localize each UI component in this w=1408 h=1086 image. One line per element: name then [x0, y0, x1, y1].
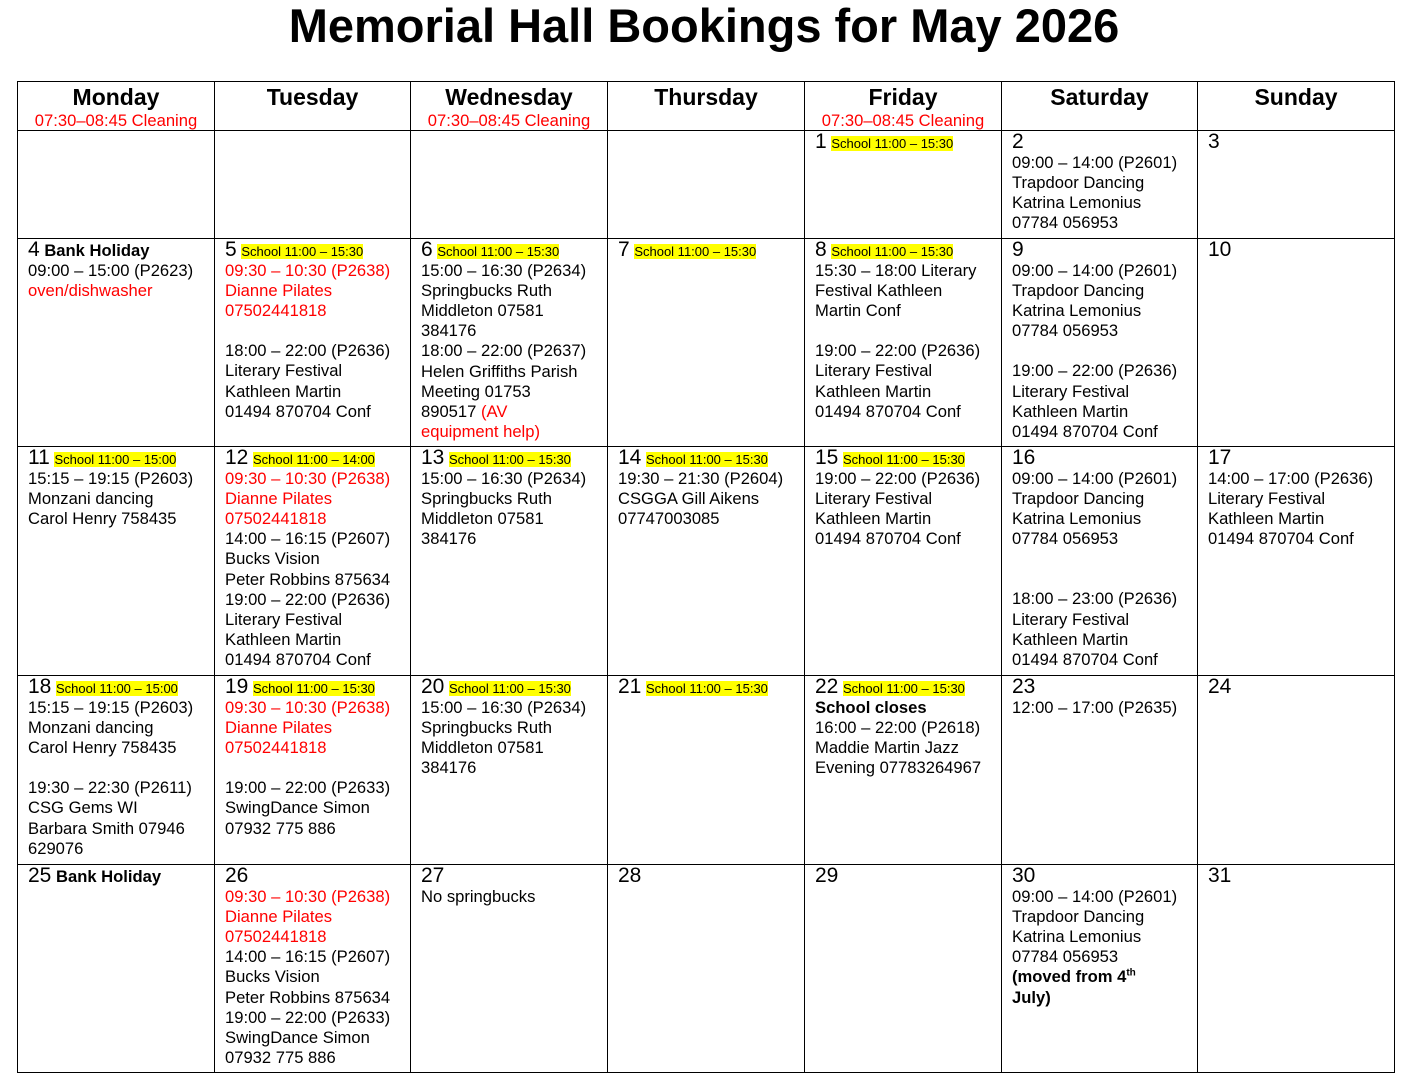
day-cell-5: 5 School 11:00 – 15:30 09:30 – 10:30 (P2638) Dianne Pilates 07502441818 18:00 – 22:00 (P2636) Literary Festival Kathleen Martin 01494 870704 Conf — [215, 239, 411, 447]
header-sunday: Sunday — [1198, 82, 1395, 131]
school-hours: School 11:00 – 15:30 — [241, 244, 364, 259]
day-cell-14: 14 School 11:00 – 15:30 19:30 – 21:30 (P2604) CSGGA Gill Aikens 07747003085 — [608, 447, 805, 676]
day-cell-22: 22 School 11:00 – 15:30 School closes 16:00 – 22:00 (P2618) Maddie Martin Jazz Evening 07783264967 — [805, 676, 1002, 865]
day-cell-empty — [608, 131, 805, 239]
day-number: 20 — [421, 675, 445, 698]
day-number: 9 — [1012, 238, 1024, 261]
day-number: 3 — [1208, 130, 1220, 153]
header-friday: Friday 07:30–08:45 Cleaning — [805, 82, 1002, 131]
cleaning-note: 07:30–08:45 Cleaning — [34, 111, 198, 130]
day-cell-19: 19 School 11:00 – 15:30 09:30 – 10:30 (P2638) Dianne Pilates 07502441818 19:00 – 22:00 (P2633) SwingDance Simon 07932 775 886 — [215, 676, 411, 865]
day-number: 8 — [815, 238, 827, 261]
school-hours: School 11:00 – 15:30 — [831, 244, 954, 259]
day-cell-7 — [608, 239, 805, 447]
header-saturday: Saturday — [1002, 82, 1198, 131]
day-number: 18 — [28, 675, 52, 698]
day-cell-17: 17 14:00 – 17:00 (P2636) Literary Festival Kathleen Martin 01494 870704 Conf — [1198, 447, 1395, 676]
day-number: 25 — [28, 864, 52, 887]
day-cell-12: 12 School 11:00 – 14:00 09:30 – 10:30 (P2638) Dianne Pilates 07502441818 14:00 – 16:15 (P2607) Bucks Vision Peter Robbins 875634 19:00 – 22:00 (P2636) Literary Festival Kathleen Martin 01494 870704 Conf — [215, 447, 411, 676]
day-cell-16: 16 09:00 – 14:00 (P2601) Trapdoor Dancing Katrina Lemonius 07784 056953 18:00 – 23:00 (P2636) Literary Festival Kathleen Martin 01494 870704 Conf — [1002, 447, 1198, 676]
school-hours: School 11:00 – 15:30 — [842, 681, 965, 696]
day-number: 1 — [815, 130, 827, 153]
day-cell-4: 4 Bank Holiday 09:00 – 15:00 (P2623) oven/dishwasher — [18, 239, 215, 447]
day-number: 24 — [1208, 675, 1232, 698]
day-cell-empty — [411, 131, 608, 239]
day-number: 6 — [421, 238, 433, 261]
day-cell-2: 2 09:00 – 14:00 (P2601) Trapdoor Dancing Katrina Lemonius 07784 056953 — [1002, 131, 1198, 239]
week-row-4 — [18, 676, 1395, 865]
day-number: 21 — [618, 675, 642, 698]
school-hours: School 11:00 – 15:30 — [634, 244, 757, 259]
day-cell-1 — [805, 131, 1002, 239]
bank-holiday-label: Bank Holiday — [44, 241, 150, 260]
day-number: 10 — [1208, 238, 1232, 261]
school-hours: School 11:00 – 15:30 — [645, 681, 768, 696]
week-row-2 — [18, 239, 1395, 447]
day-number: 14 — [618, 446, 642, 469]
day-number: 13 — [421, 446, 445, 469]
week-row-3 — [18, 447, 1395, 676]
school-hours: School 11:00 – 15:00 — [55, 681, 178, 696]
day-number: 12 — [225, 446, 249, 469]
header-monday: Monday 07:30–08:45 Cleaning — [18, 82, 215, 131]
day-cell-empty — [18, 131, 215, 239]
school-hours: School 11:00 – 15:30 — [842, 452, 965, 467]
page-title: Memorial Hall Bookings for May 2026 — [288, 0, 1120, 52]
day-number: 15 — [815, 446, 839, 469]
day-cell-15: 15 School 11:00 – 15:30 19:00 – 22:00 (P2636) Literary Festival Kathleen Martin 01494 870704 Conf — [805, 447, 1002, 676]
school-hours: School 11:00 – 15:30 — [645, 452, 768, 467]
day-number: 22 — [815, 675, 839, 698]
day-cell-18: 18 School 11:00 – 15:00 15:15 – 19:15 (P2603) Monzani dancing Carol Henry 758435 19:30 – 22:30 (P2611) CSG Gems WI Barbara Smith 07946 629076 — [18, 676, 215, 865]
day-cell-30: 30 09:00 – 14:00 (P2601) Trapdoor Dancing Katrina Lemonius 07784 056953 (moved from 4th July) — [1002, 865, 1198, 1073]
day-number: 29 — [815, 864, 839, 887]
day-cell-empty — [215, 131, 411, 239]
day-cell-24 — [1198, 676, 1395, 865]
day-number: 31 — [1208, 864, 1232, 887]
day-number: 2 — [1012, 130, 1024, 153]
school-hours: School 11:00 – 15:30 — [448, 681, 571, 696]
day-number: 26 — [225, 864, 249, 887]
day-number: 4 — [28, 238, 40, 261]
week-row-5 — [18, 865, 1395, 1073]
day-number: 11 — [28, 446, 50, 469]
day-cell-11: 11 School 11:00 – 15:00 15:15 – 19:15 (P2603) Monzani dancing Carol Henry 758435 — [18, 447, 215, 676]
school-hours: School 11:00 – 14:00 — [252, 452, 375, 467]
day-cell-27: 27 No springbucks — [411, 865, 608, 1073]
day-cell-6: 6 School 11:00 – 15:30 15:00 – 16:30 (P2634) Springbucks Ruth Middleton 07581 384176 18:00 – 22:00 (P2637) Helen Griffiths Parish Meeting 01753 890517 (AV equipment help) — [411, 239, 608, 447]
day-cell-31 — [1198, 865, 1395, 1073]
school-hours: School 11:00 – 15:30 — [448, 452, 571, 467]
cleaning-note: 07:30–08:45 Cleaning — [821, 111, 985, 130]
school-hours: School 11:00 – 15:00 — [54, 452, 177, 467]
school-hours: School 11:00 – 15:30 — [831, 136, 954, 151]
day-cell-13: 13 School 11:00 – 15:30 15:00 – 16:30 (P2634) Springbucks Ruth Middleton 07581 384176 — [411, 447, 608, 676]
day-number: 16 — [1012, 446, 1036, 469]
day-number: 28 — [618, 864, 642, 887]
day-number: 19 — [225, 675, 249, 698]
day-cell-25 — [18, 865, 215, 1073]
day-cell-9: 9 09:00 – 14:00 (P2601) Trapdoor Dancing Katrina Lemonius 07784 056953 19:00 – 22:00 (P2636) Literary Festival Kathleen Martin 01494 870704 Conf — [1002, 239, 1198, 447]
day-cell-8: 8 School 11:00 – 15:30 15:30 – 18:00 Literary Festival Kathleen Martin Conf 19:00 – 22:00 (P2636) Literary Festival Kathleen Martin 01494 870704 Conf — [805, 239, 1002, 447]
day-cell-21 — [608, 676, 805, 865]
day-cell-10 — [1198, 239, 1395, 447]
day-cell-23: 23 12:00 – 17:00 (P2635) — [1002, 676, 1198, 865]
day-cell-28 — [608, 865, 805, 1073]
day-cell-20: 20 School 11:00 – 15:30 15:00 – 16:30 (P2634) Springbucks Ruth Middleton 07581 384176 — [411, 676, 608, 865]
school-hours: School 11:00 – 15:30 — [437, 244, 560, 259]
calendar-table — [17, 81, 1395, 1073]
day-number: 23 — [1012, 675, 1036, 698]
day-number: 27 — [421, 864, 445, 887]
header-row — [18, 82, 1395, 131]
day-cell-3 — [1198, 131, 1395, 239]
moved-note: (moved from 4th — [1012, 967, 1136, 987]
school-hours: School 11:00 – 15:30 — [252, 681, 375, 696]
day-cell-26: 26 09:30 – 10:30 (P2638) Dianne Pilates 07502441818 14:00 – 16:15 (P2607) Bucks Vision Peter Robbins 875634 19:00 – 22:00 (P2633) SwingDance Simon 07932 775 886 — [215, 865, 411, 1073]
day-number: 7 — [618, 238, 630, 261]
cleaning-note: 07:30–08:45 Cleaning — [427, 111, 591, 130]
bank-holiday-label: Bank Holiday — [55, 867, 162, 886]
school-closes-note: School closes — [815, 698, 927, 718]
day-number: 30 — [1012, 864, 1036, 887]
day-cell-29 — [805, 865, 1002, 1073]
week-row-1 — [18, 131, 1395, 239]
day-number: 5 — [225, 238, 237, 261]
header-tuesday: Tuesday — [215, 82, 411, 131]
header-thursday: Thursday — [608, 82, 805, 131]
header-wednesday: Wednesday 07:30–08:45 Cleaning — [411, 82, 608, 131]
day-number: 17 — [1208, 446, 1232, 469]
